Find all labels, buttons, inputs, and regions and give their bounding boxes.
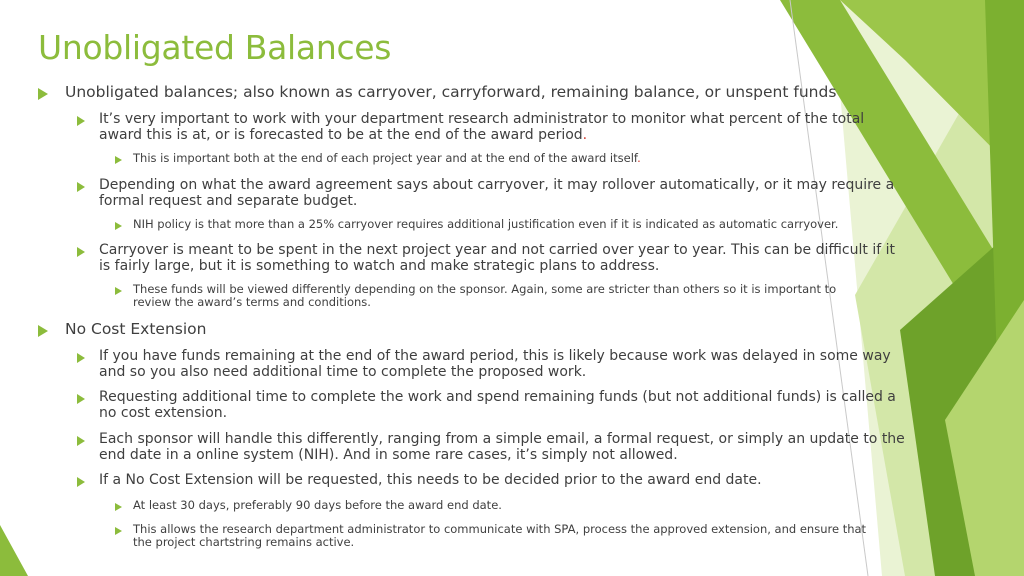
bullet-text-line: review the award’s terms and conditions. — [133, 295, 371, 309]
bullet-text-line: Depending on what the award agreement says about carryover, it may rollover automatically, or it may require a — [99, 177, 895, 193]
red-period: . — [637, 151, 641, 165]
bullet-arrow-icon — [77, 477, 85, 487]
bullet-text-line: It’s very important to work with your department research administrator to monitor what percent of the total — [99, 111, 865, 127]
bullet-arrow-icon — [115, 527, 122, 535]
bullet-text: Unobligated balances; also known as carryover, carryforward, remaining balance, or unspent funds — [65, 83, 837, 101]
red-period: . — [582, 127, 588, 143]
bullet-text — [99, 389, 896, 421]
bullet-text-line: Each sponsor will handle this differently, ranging from a simple email, a formal request, or simply an update to the — [99, 431, 905, 447]
bullet-text-line: the project chartstring remains active. — [133, 535, 355, 549]
bullet-text — [99, 111, 864, 143]
bullet-text — [133, 283, 836, 309]
bullet-text-line: These funds will be viewed differently depending on the sponsor. Again, some are stricter than others so it is important to — [133, 282, 837, 296]
bullet-text-line: This allows the research department administrator to communicate with SPA, process the approved extension, and ensure that — [133, 522, 867, 536]
bullet-text — [99, 348, 891, 380]
bullet-text-line: Requesting additional time to complete the work and spend remaining funds (but not additional funds) is called a — [99, 389, 896, 405]
bullet-arrow-icon — [115, 156, 122, 164]
bullet-arrow-icon — [77, 436, 85, 446]
bullet-text: NIH policy is that more than a 25% carryover requires additional justification even if it is indicated as automatic carryover. — [133, 217, 839, 231]
bullet-arrow-icon — [38, 325, 48, 337]
bullet-arrow-icon — [38, 88, 48, 100]
bullet-text-line: is fairly large, but it is something to watch and make strategic plans to address. — [99, 258, 660, 274]
bullet-text-line: and so you also need additional time to complete the proposed work. — [99, 364, 587, 380]
bullet-arrow-icon — [77, 182, 85, 192]
bullet-arrow-icon — [115, 503, 122, 511]
bullet-text — [99, 177, 894, 209]
bullet-text-line: no cost extension. — [99, 405, 228, 421]
bullet-arrow-icon — [77, 353, 85, 363]
bullet-text — [133, 523, 866, 549]
bullet-text-line — [99, 127, 864, 143]
bullet-text — [133, 152, 641, 165]
bullet-arrow-icon — [77, 394, 85, 404]
bullet-arrow-icon — [115, 287, 122, 295]
bullet-arrow-icon — [115, 222, 122, 230]
bullet-text-line: Carryover is meant to be spent in the next project year and not carried over year to year. This can be difficult if it — [99, 242, 895, 258]
bullet-text-line: end date in a online system (NIH). And in some rare cases, it’s simply not allowed. — [99, 447, 678, 463]
bullet-text — [99, 431, 905, 463]
bullet-arrow-icon — [77, 116, 85, 126]
bullet-text — [99, 242, 895, 274]
bullet-text: No Cost Extension — [65, 320, 207, 338]
text-run: This is important both at the end of each project year and at the end of the award itself — [133, 151, 638, 165]
bullet-text-line: formal request and separate budget. — [99, 193, 358, 209]
slide-title: Unobligated Balances — [38, 28, 392, 67]
bullet-text: At least 30 days, preferably 90 days before the award end date. — [133, 498, 502, 512]
left-bottom-green-sliver — [0, 525, 28, 576]
bullet-text: If a No Cost Extension will be requested, this needs to be decided prior to the award end date. — [99, 472, 762, 488]
bullet-arrow-icon — [77, 247, 85, 257]
text-run: award this is at, or is forecasted to be at the end of the award period — [99, 127, 583, 143]
bullet-text-line: If you have funds remaining at the end of the award period, this is likely because work was delayed in some way — [99, 348, 891, 364]
